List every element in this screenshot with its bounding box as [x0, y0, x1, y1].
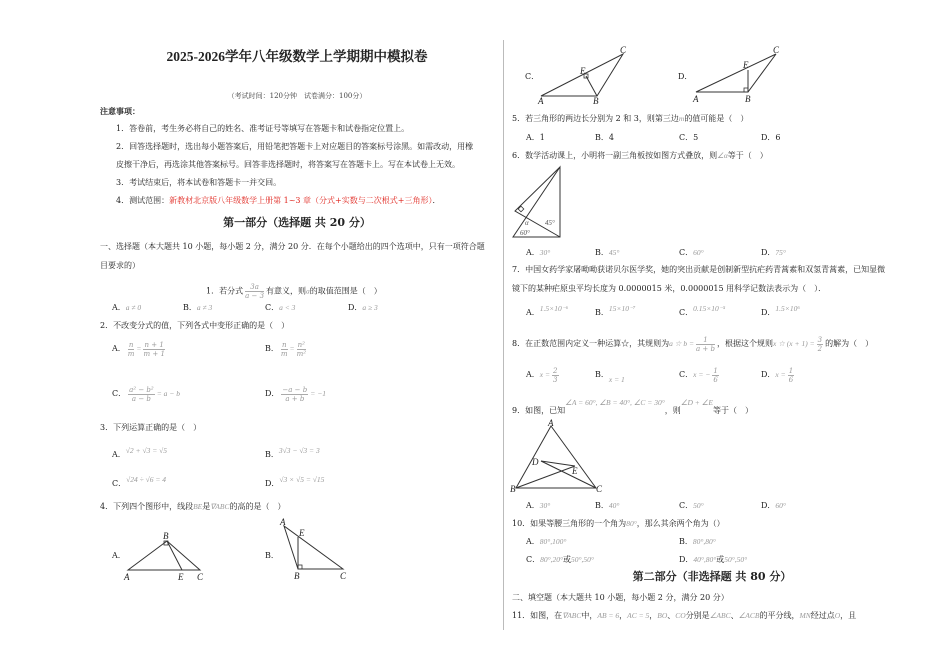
fraction-num: −a − b	[282, 385, 308, 394]
q7-option-d[interactable]	[761, 304, 800, 318]
option-value: 0.15×10⁻⁵	[693, 304, 726, 313]
option-letter: C．	[526, 555, 541, 564]
q11-math: AB = 6	[597, 611, 620, 620]
fraction-num: 2	[553, 366, 558, 375]
option-value: 1	[539, 133, 545, 142]
q1-denominator: a − 3	[245, 292, 265, 300]
notice-item-3: 3．考试结束后，将本试卷和答题卡一并交回。	[116, 178, 282, 187]
vertex-label: B	[745, 94, 751, 104]
option-or: 或	[716, 555, 725, 564]
question-2: 2．不改变分式的值，下列各式中变形正确的是（ ）	[100, 321, 290, 330]
option-value: 30°	[539, 501, 551, 510]
q9-option-b[interactable]	[595, 501, 619, 511]
q11-text: ，	[649, 611, 658, 620]
q9-option-c[interactable]	[679, 501, 704, 511]
q11-math: CO	[675, 611, 686, 620]
notice-item-1: 1．答卷前，考生务必将自己的姓名、准考证号等填写在答题卡和试卷指定位置上。	[116, 124, 410, 133]
q4-figure-c	[535, 44, 635, 104]
vertex-label: A	[548, 418, 554, 428]
q4-text-post: 的高的是（ ）	[229, 502, 286, 511]
option-letter: D．	[761, 370, 776, 379]
q1-option-b[interactable]	[183, 303, 212, 313]
vertex-label: D	[532, 457, 539, 467]
question-1	[206, 283, 382, 300]
option-value-2: 50°,50°	[724, 555, 748, 564]
q1-option-c[interactable]	[265, 303, 295, 313]
question-9	[512, 398, 753, 416]
q5-var: m	[678, 114, 685, 123]
option-letter: D．	[761, 308, 776, 317]
q4-text-mid: 是	[202, 502, 211, 511]
option-letter: A．	[526, 501, 540, 510]
option-value: x =	[539, 370, 551, 379]
q8-text-post: 的解为（ ）	[825, 339, 874, 348]
option-value: x = −	[693, 370, 711, 379]
q8-rule-lhs: a ☆ b =	[669, 339, 695, 348]
q4-option-a[interactable]: A．	[112, 551, 126, 560]
q6-option-a[interactable]	[526, 248, 550, 258]
option-letter: D．	[761, 133, 776, 142]
q8-option-a[interactable]	[526, 366, 561, 384]
question-11	[512, 611, 856, 621]
option-value: x = 1	[608, 375, 625, 384]
question-3: 3．下列运算正确的是（ ）	[100, 423, 202, 432]
vertex-label: C	[620, 45, 627, 55]
vertex-label: C	[596, 484, 603, 494]
notice-item-4-suffix: ．	[432, 196, 441, 205]
fraction-num: n	[128, 340, 134, 349]
option-value: 6	[775, 133, 781, 142]
option-letter: C．	[112, 389, 127, 398]
fraction-den: 6	[713, 375, 718, 384]
q11-text: ，	[619, 611, 628, 620]
fraction-den: a + b	[285, 394, 305, 403]
notice-item-2: 2．回答选择题时，选出每小题答案后，用铅笔把答题卡上对应题目的答案标号涂黑。如需改动，用橡	[116, 142, 474, 151]
vertex-label: B	[510, 484, 516, 494]
fraction-num: 1	[788, 366, 794, 375]
vertex-label: E	[743, 60, 749, 70]
q1-text-mid: 有意义，则	[266, 286, 307, 296]
option-letter: B．	[595, 370, 609, 379]
fraction-num: n	[281, 340, 287, 349]
q8-option-b[interactable]	[595, 366, 625, 389]
option-value: 1.5×10⁻⁶	[539, 304, 569, 313]
option-letter: C．	[679, 308, 694, 317]
fraction-den: m + 1	[143, 349, 165, 358]
q8-text: 8．在正数范围内定义一种运算☆，其规则为	[512, 339, 670, 348]
vertex-label: B	[163, 531, 169, 541]
q1-numerator: 3a	[245, 283, 264, 292]
question-7: 7．中国女药学家屠呦呦获诺贝尔医学奖，她的突出贡献是创制新型抗疟药青蒿素和双氢青蒿素，已知显微	[512, 265, 886, 274]
fraction-den: m²	[296, 349, 307, 358]
q11-text: 、	[667, 611, 676, 620]
question-8	[512, 335, 873, 353]
option-letter: B．	[595, 308, 609, 317]
option-value: √2 + √3 = √5	[125, 446, 168, 455]
option-value: √24 ÷ √6 = 4	[126, 475, 167, 484]
vertex-label: C	[773, 45, 780, 55]
option-value: 1.5×10⁶	[775, 304, 800, 313]
vertex-label: E	[178, 572, 184, 582]
q2-option-a[interactable]: A． $\frac{n}{m}$ = $\frac{n + 1}{m + 1}$	[112, 340, 165, 358]
notice-item-4-prefix: 4．测试范围：	[116, 196, 170, 205]
question-6	[512, 151, 768, 161]
option-letter: C．	[679, 501, 694, 510]
fraction-num: n + 1	[144, 340, 164, 349]
q11-math: ∠ABC	[709, 611, 731, 620]
q8-text-mid: ，根据这个规则	[717, 339, 773, 348]
vertex-label: E	[580, 66, 586, 76]
notice-item-2-cont: 皮擦干净后，再选涂其他答案标号。回答非选择题时，将答案写在答题卡上。写在本试卷上无效。	[116, 160, 460, 169]
q6-option-d[interactable]	[761, 248, 786, 258]
q9-figure	[508, 418, 608, 494]
fraction-num: n²	[297, 340, 305, 349]
option-letter: C．	[112, 479, 127, 488]
exam-info: （考试时间：120分钟 试卷满分：100分）	[227, 92, 367, 100]
q11-math: BO	[657, 611, 668, 620]
option-letter: B．	[595, 248, 609, 257]
q7-option-c[interactable]	[679, 304, 725, 318]
option-value: 15×10⁻⁷	[608, 304, 636, 313]
q9-text-post: 等于（ ）	[713, 406, 753, 415]
q1-fraction	[245, 283, 264, 300]
q10-text: 10．如果等腰三角形的一个角为	[512, 519, 627, 528]
q4-figure-d	[690, 44, 790, 104]
vertex-label: E	[572, 466, 578, 476]
q1-text-post: 的取值范围是（ ）	[309, 286, 382, 296]
fraction-den: m	[280, 349, 288, 358]
q1-option-d[interactable]	[348, 303, 378, 313]
test-range: 新教材北京版八年级数学上册第 1~3 章（分式+实数与二次根式+三角形）	[169, 196, 433, 205]
vertex-label: E	[299, 528, 305, 538]
vertex-label: C	[197, 572, 204, 582]
q9-text: 9．如图，已知	[512, 406, 566, 415]
option-value: √3 × √5 = √15	[279, 475, 325, 484]
vertex-label: B	[593, 96, 599, 104]
option-value: 50°	[693, 501, 704, 510]
fraction-den: 6	[788, 375, 794, 384]
fraction-den: a + b	[696, 344, 715, 353]
q8-equation-lhs: x ☆ (x + 1) =	[773, 339, 815, 348]
q11-text: 分别是	[685, 611, 710, 620]
q11-math: ∇ABC	[562, 611, 582, 620]
option-letter: A．	[526, 133, 540, 142]
option-letter: B．	[183, 303, 197, 312]
option-rhs: = −1	[310, 389, 327, 398]
q9-option-a[interactable]	[526, 501, 550, 511]
option-letter: A．	[526, 248, 540, 257]
option-letter: A．	[112, 344, 126, 353]
fraction-num: 1	[713, 366, 718, 375]
option-value: a ≠ 0	[125, 303, 142, 312]
vertex-label: A	[124, 572, 130, 582]
q5-option-b[interactable]	[595, 133, 614, 143]
q3-option-c[interactable]	[112, 475, 166, 489]
q3-option-d[interactable]	[265, 475, 324, 489]
notice-heading: 注意事项：	[100, 106, 140, 116]
page-title: 2025-2026学年八年级数学上学期期中模拟卷	[166, 49, 428, 64]
q6-option-b[interactable]	[595, 248, 619, 258]
q6-option-c[interactable]	[679, 248, 704, 258]
q6-text-post: 等于（ ）	[727, 151, 768, 160]
option-value: a < 3	[279, 303, 296, 312]
q6-triangle-figure	[510, 163, 570, 241]
vertex-label: A	[280, 517, 286, 527]
option-value: a ≠ 3	[196, 303, 213, 312]
option-letter: B．	[265, 344, 279, 353]
part2-heading: 第二部分（非选择题 共 80 分）	[632, 570, 792, 583]
angle-45-label: 45°	[545, 219, 555, 227]
q3-option-b[interactable]	[265, 446, 320, 460]
option-letter: B．	[679, 537, 693, 546]
q5-text-post: 的值可能是（ ）	[684, 114, 749, 123]
q11-math: ∠ACB	[738, 611, 760, 620]
q5-option-d[interactable]	[761, 133, 781, 143]
question-4	[100, 502, 285, 512]
vertex-label: B	[294, 571, 300, 581]
option-value: 3√3 − √3 = 3	[278, 446, 320, 455]
option-letter: B．	[595, 133, 609, 142]
option-letter: D．	[348, 303, 363, 312]
q6-text: 6．数学活动课上，小明将一副三角板按如图方式叠放，则	[512, 151, 718, 160]
q1-var: a	[306, 286, 310, 296]
fraction-den: 3	[553, 375, 558, 384]
option-letter: C．	[679, 370, 694, 379]
q1-option-a[interactable]	[112, 303, 141, 313]
option-letter: D．	[761, 501, 776, 510]
option-value: 80°,100°	[539, 537, 567, 546]
angle-alpha-label: α	[525, 219, 529, 227]
section1-instructions-cont: 目要求的）	[100, 261, 140, 270]
q11-text: 经过点	[810, 611, 835, 620]
option-letter: D．	[265, 389, 280, 398]
option-value: 45°	[608, 248, 620, 257]
q5-option-a[interactable]	[526, 133, 545, 143]
q11-text: ，且	[840, 611, 857, 620]
q4-figure-b	[275, 515, 355, 583]
option-value: 4	[608, 133, 614, 142]
fraction-num: 1	[696, 336, 715, 345]
question-10	[512, 519, 725, 529]
option-value: 80°,80°	[692, 537, 716, 546]
q11-text: 的平分线，	[759, 611, 800, 620]
q2-option-d[interactable]	[265, 385, 326, 403]
q8-option-d[interactable]	[761, 366, 796, 384]
q11-math: MN	[799, 611, 811, 620]
q10-option-c[interactable]	[526, 555, 594, 565]
option-value: 80°,20°	[540, 555, 563, 564]
fraction-den: m	[127, 349, 135, 358]
fraction-den: a − b	[131, 394, 151, 403]
option-or: 或	[563, 555, 571, 564]
option-letter: D．	[761, 248, 776, 257]
q6-var: ∠α	[717, 151, 728, 160]
option-value: 60°	[693, 248, 704, 257]
option-rhs: = a − b	[156, 389, 180, 398]
question-5	[512, 114, 748, 124]
q4-option-d[interactable]: D．	[678, 72, 693, 81]
option-letter: B．	[595, 501, 609, 510]
vertex-label: A	[538, 96, 544, 104]
option-value: 40°,80°	[693, 555, 717, 564]
fraction-num: 3	[817, 335, 823, 344]
notice-item-4	[116, 196, 440, 206]
option-letter: C．	[679, 133, 694, 142]
section2-instructions: 二、填空题（本大题共 10 小题，每小题 2 分，满分 20 分）	[512, 593, 729, 602]
vertex-label: C	[340, 571, 347, 581]
option-letter: A．	[526, 370, 540, 379]
fraction-den: 2	[817, 344, 823, 353]
q8-option-c[interactable]	[679, 366, 721, 384]
q7-option-b[interactable]	[595, 304, 636, 318]
option-value-2: 50°,50°	[571, 555, 594, 564]
q11-math: AC = 5	[627, 611, 650, 620]
fraction-num: a² − b²	[129, 385, 154, 394]
q9-expression: ∠D + ∠E	[680, 398, 713, 407]
q7-option-a[interactable]	[526, 304, 568, 318]
q11-math: O	[834, 611, 841, 620]
q10-option-a[interactable]	[526, 537, 566, 547]
column-divider	[503, 40, 504, 630]
option-value: x =	[775, 370, 786, 379]
q11-text: 、	[730, 611, 739, 620]
option-letter: D．	[679, 555, 694, 564]
option-letter: C．	[265, 303, 280, 312]
q3-option-a[interactable]	[112, 446, 167, 460]
angle-60-label: 60°	[520, 229, 530, 237]
q5-option-c[interactable]	[679, 133, 698, 143]
option-letter: A．	[526, 308, 540, 317]
vertex-label: A	[693, 94, 699, 104]
option-letter: B．	[265, 450, 279, 459]
option-letter: A．	[526, 537, 540, 546]
q10-option-d[interactable]	[679, 555, 747, 565]
option-value: 30°	[539, 248, 551, 257]
q11-text: 11．如图，在	[512, 611, 563, 620]
q9-given-angles: ∠A = 60°, ∠B = 40°, ∠C = 30°	[565, 398, 665, 407]
option-value: 40°	[608, 501, 620, 510]
option-value: a ≥ 3	[362, 303, 378, 312]
q10-angle: 80°	[626, 519, 637, 528]
option-value: 5	[693, 133, 699, 142]
q10-option-b[interactable]	[679, 537, 716, 547]
q9-text-mid: ，则	[664, 406, 681, 415]
q2-option-b[interactable]: B． $\frac{n}{m}$ = $\frac{\text{n²}}{\text{m²}}$	[265, 340, 307, 358]
part1-heading: 第一部分（选择题 共 20 分）	[223, 216, 371, 229]
option-letter: A．	[112, 303, 126, 312]
option-value: 75°	[775, 248, 786, 257]
q5-text: 5．若三角形的两边长分别为 2 和 3，则第三边	[512, 114, 679, 123]
section1-instructions: 一、选择题（本大题共 10 小题，每小题 2 分，满分 20 分．在每个小题给出的四个选项中，只有一项符合题	[100, 242, 485, 251]
q4-triangle: ∇ABC	[210, 502, 230, 511]
option-letter: A．	[112, 450, 126, 459]
option-letter: D．	[265, 479, 280, 488]
q4-figure-a	[120, 530, 215, 582]
question-7-cont: 镜下的某种疟原虫平均长度为 0.0000015 米，0.0000015 用科学记数法表示为（ ）．	[512, 284, 827, 293]
q4-option-b[interactable]: B．	[265, 551, 279, 560]
option-letter: C．	[679, 248, 694, 257]
q11-text: 中，	[581, 611, 598, 620]
q4-option-c[interactable]: C．	[525, 72, 540, 81]
q10-text-post: ，那么其余两个角为（）	[636, 519, 725, 528]
option-value: 60°	[775, 501, 786, 510]
q4-segment: BE	[193, 502, 203, 511]
q2-option-c[interactable]	[112, 385, 180, 403]
q4-text: 4．下列四个图形中，线段	[100, 502, 194, 511]
q1-text: 1．若分式	[206, 286, 244, 296]
q9-option-d[interactable]	[761, 501, 786, 511]
